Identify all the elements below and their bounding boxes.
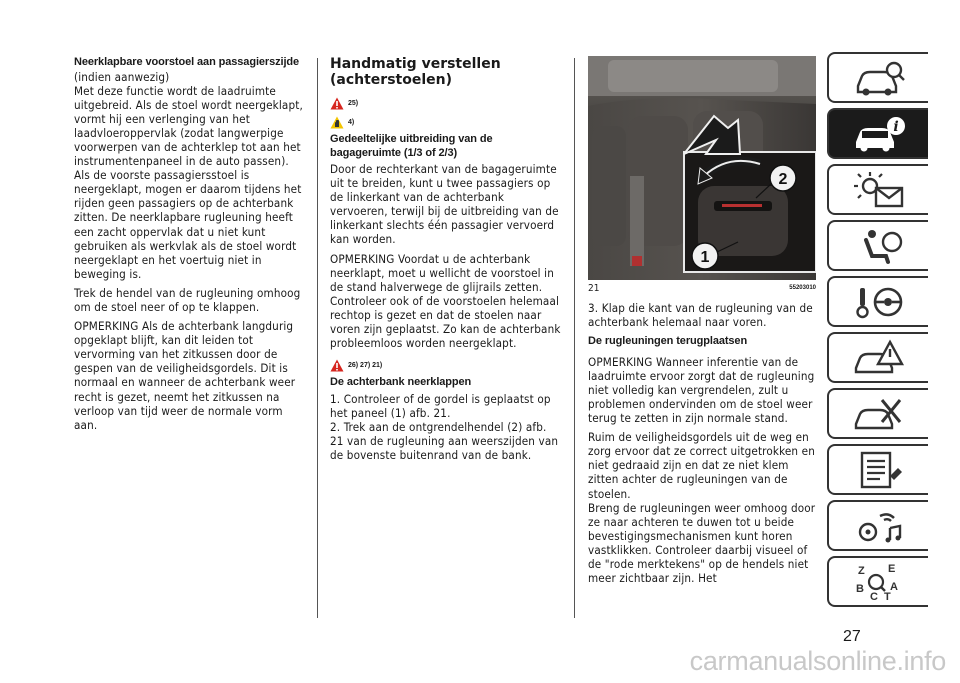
tab-car-info[interactable] xyxy=(827,108,928,159)
figure-number: 21 xyxy=(588,282,600,294)
section-heading-fold-rear-seat: De achterbank neerklappen xyxy=(330,376,472,389)
callout-2: 2 xyxy=(778,171,788,188)
warning-road-icon xyxy=(852,338,906,378)
section-heading-foldable-seat: Neerklapbare voorstoel aan passagierszijde xyxy=(74,56,300,68)
multimedia-icon xyxy=(852,506,906,546)
caution-hand-icon xyxy=(330,116,344,129)
svg-text:i: i xyxy=(892,118,899,135)
tab-technical-data[interactable] xyxy=(827,444,928,495)
note-paragraph: OPMERKING Voordat u de achterbank neerklapt, moet u wellicht de voorstoel in de stand halverwege de glijrails zetten. Controleer ook of de voorstoelen helemaal rechtop is gezet en dat de stoelen naar voren zijn geplaatst. Zo kan de achterbank probleemloos worden neergeklapt. xyxy=(330,251,561,351)
airbag-seat-icon xyxy=(852,226,906,266)
car-info-icon xyxy=(852,114,906,154)
caution-ref-number: 4) xyxy=(348,118,355,126)
specifications-list-icon xyxy=(852,450,906,490)
index-letter: C xyxy=(869,590,878,602)
warning-triangle-icon xyxy=(330,97,344,110)
paragraph: (indien aanwezig) xyxy=(74,69,170,84)
tab-multimedia[interactable] xyxy=(827,500,928,551)
paragraph: Trek de hendel van de rugleuning omhoog om de stoel neer of op te klappen. xyxy=(74,285,301,314)
figure-caption xyxy=(588,280,816,296)
column-divider xyxy=(574,58,575,618)
figure-code: 55203010 xyxy=(789,285,816,291)
section-heading-restore-backrest: De rugleuningen terugplaatsen xyxy=(588,335,748,348)
watermark: carmanualsonline.info xyxy=(689,646,946,676)
tab-safety[interactable] xyxy=(827,220,928,271)
steering-wheel-key-icon xyxy=(852,282,906,322)
warning-ref-numbers: 26) 27) 21) xyxy=(348,361,383,369)
warning-triangle-icon xyxy=(330,359,344,372)
alphabetic-index-icon xyxy=(852,562,906,602)
column-divider xyxy=(317,58,318,618)
chapter-tabs xyxy=(827,52,928,612)
index-letter: T xyxy=(883,590,891,602)
note-paragraph: OPMERKING Als de achterbank langdurig opgeklapt blijft, kan dit leiden tot vervorming van het zitkussen door de gespen van de veiligheidsgordels. Dit is normaal en wanneer de achterbank weer recht is gezet, neemt het zitkussen na verloop van tijd weer de normale vorm aan. xyxy=(74,319,296,432)
warning-ref-number: 25) xyxy=(348,99,359,107)
car-tools-icon xyxy=(852,394,906,434)
light-envelope-icon xyxy=(852,170,906,210)
callout-1: 1 xyxy=(700,249,710,266)
section-heading-partial-expansion: Gedeeltelijke uitbreiding van de bagageruimte (1/3 of 2/3) xyxy=(330,133,493,159)
index-letter: B xyxy=(855,582,864,595)
column-3 xyxy=(588,56,816,585)
paragraph: Met deze functie wordt de laadruimte uitgebreid. Als de stoel wordt neergeklapt, vormt hij een verlenging van het laadvloeroppervlak (zodat langwerpige voorwerpen van de achterklep tot aan het instrumentenpaneel in de auto passen). Als de voorste passagiersstoel is neergeklapt, mogen er daarom tijdens het rijden geen passagiers op de achterbank zitten. De neerklapbare rugleuning heeft een zacht oppervlak dat u niet kunt gebruiken als werkvlak als de stoel wordt neergeklapt en het voertuig niet in beweging is. xyxy=(74,83,303,281)
step-paragraph: 2. Trek aan de ontgrendelhendel (2) afb. 21 van de rugleuning aan weerszijden van de bovenste buitenrand van de bank. xyxy=(330,419,559,463)
column-1 xyxy=(74,56,304,432)
tab-index[interactable] xyxy=(827,556,928,607)
tab-warning-lights[interactable] xyxy=(827,164,928,215)
index-letter: Z xyxy=(857,564,865,577)
paragraph: Ruim de veiligheidsgordels uit de weg en zorg ervoor dat ze correct uitgetrokken en niet gedraaid zijn en dat ze niet klem zitten achter de rugleuningen van de stoelen. xyxy=(588,430,815,501)
tab-emergency[interactable] xyxy=(827,332,928,383)
car-search-icon xyxy=(852,58,906,98)
caution-reference xyxy=(330,114,562,130)
chapter-title: Handmatig verstellen (achterstoelen) xyxy=(330,56,501,88)
index-letter: A xyxy=(889,580,898,593)
note-paragraph: OPMERKING Wanneer inferentie van de laadruimte ervoor zorgt dat de rugleuning niet volledig kan vergrendelen, zult u problemen ondervinden om de stoel weer terug te zetten in zijn normale stand. xyxy=(588,354,815,426)
figure-rear-seat-photo xyxy=(588,56,816,280)
warning-reference xyxy=(330,95,562,111)
step-paragraph: 3. Klap die kant van de rugleuning van de achterbank helemaal naar voren. xyxy=(588,301,813,330)
column-2 xyxy=(330,56,562,462)
tab-starting-driving[interactable] xyxy=(827,276,928,327)
tab-getting-to-know-car[interactable] xyxy=(827,52,928,103)
page-number: 27 xyxy=(843,628,861,645)
index-letter: E xyxy=(887,562,895,575)
warning-reference xyxy=(330,357,562,373)
paragraph: Door de rechterkant van de bagageruimte uit te breiden, kunt u twee passagiers op de linkerkant van de achterbank vervoeren, terwijl bij de uitbreiding van de linkerkant slechts één passagier vervoerd kan worden. xyxy=(330,162,559,247)
step-paragraph: 1. Controleer of de gordel is geplaatst op het paneel (1) afb. 21. xyxy=(330,391,551,420)
paragraph: Breng de rugleuningen weer omhoog door ze naar achteren te duwen tot u beide bevestigingsmechanismen kunt horen vastklikken. Controleer daarbij visueel of de "rode merktekens" op de hendels niet meer zichtbaar zijn. Het xyxy=(588,500,816,586)
rear-seat-illustration xyxy=(588,56,816,280)
tab-maintenance[interactable] xyxy=(827,388,928,439)
